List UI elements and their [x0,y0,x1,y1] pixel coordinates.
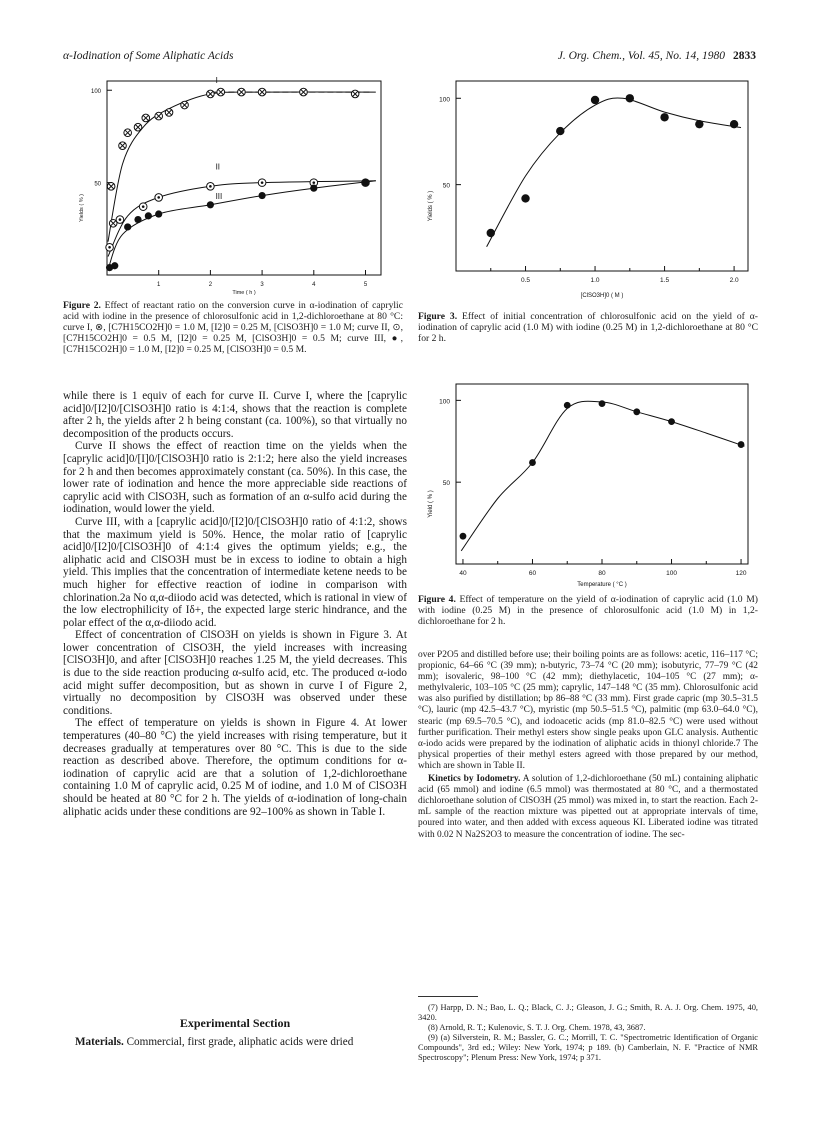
figure-2-caption [63,300,403,355]
x-tick-label: 4 [312,282,316,288]
data-point [668,418,675,425]
data-point [300,88,308,96]
plot-frame [456,81,748,271]
page-number: 2833 [733,50,756,62]
materials-paragraph [63,1036,407,1049]
right-body-column [418,650,758,841]
y-tick-label: 50 [442,480,450,488]
data-point [599,400,606,407]
x-tick-label: 3 [260,282,264,288]
reference-item: (8) Arnold, R. T.; Kulenovic, S. T. J. Org. Chem. 1978, 43, 3687. [428,1023,646,1032]
data-point [207,201,214,208]
figure-4-label: Figure 4. [418,594,456,605]
journal-citation: J. Org. Chem., Vol. 45, No. 14, 1980 [557,50,725,62]
x-tick-label: 1.0 [590,277,600,284]
running-header-journal [558,50,756,62]
data-point [660,113,668,121]
data-point [217,88,225,96]
body-paragraph: Effect of concentration of ClSO3H on yields is shown in Figure 3. At lower concentration of ClSO3H, the yield increases with increasing [ClSO3H]0, and after [ClSO3H]0 reaches 1.25 M, the yield decreases. This is due to the side reaction producing α-sulfo acid, etc. The produced α-iodo acid might suffer decomposition, but as shown in curve I of Figure 2, virtually no decomposition by ClSO3H was observed under these conditions. [63,629,407,717]
data-point [626,94,634,102]
data-point [738,441,745,448]
data-point [111,262,118,269]
figure-4-caption-text: Effect of temperature on the yield of α-iodination of caprylic acid (1.0 M) with iodine (0.25 M) in the presence of chlorosulfonic acid (1.0 M) in 1,2-dichloroethane for 2 h. [418,594,758,627]
body-paragraph: while there is 1 equiv of each for curve II. Curve I, where the [caprylic acid]0/[I2]0/[ClSO3H]0 ratio is 4:1:4, shows that the reaction is complete after 2 h, the yields after 2 h being constant (ca. 100%), so that virtually no decomposition of the products occurs. [63,390,407,440]
running-header-title: α-Iodination of Some Aliphatic Acids [63,50,234,62]
data-point [116,216,124,224]
figure-3-caption-text: Effect of initial concentration of chlorosulfonic acid on the yield of α-iodination of caprylic acid (1.0 M) with iodine (0.25 M) in 1,2-dichloroethane at 80 °C for 2 h. [418,311,758,344]
figure-3-caption [418,311,758,344]
figure-4-chart [418,380,758,592]
data-point [695,120,703,128]
x-tick-label: 60 [528,570,537,577]
x-tick-label: 2.0 [729,277,739,284]
x-axis-label: Temperature ( °C ) [577,582,627,588]
x-axis-label: Time ( h ) [232,290,256,296]
kinetics-paragraph [418,774,758,841]
x-tick-label: 2 [208,282,213,288]
y-tick-label: 100 [439,398,450,406]
reference-list [418,1003,758,1063]
data-point [351,90,359,98]
data-point [591,96,599,104]
y-tick-label: 100 [439,96,450,104]
data-point [310,185,317,192]
data-point [564,402,571,409]
data-point [181,101,189,109]
figure-4-caption [418,594,758,627]
kinetics-label: Kinetics by Iodometry. [428,774,521,785]
x-axis-label: [ClSO3H]0 ( M ) [580,293,624,299]
x-tick-label: 40 [459,570,467,577]
plot-frame [107,81,381,275]
data-point [258,192,265,199]
data-point [134,216,141,223]
reference-item: (7) Harpp, D. N.; Bao, L. Q.; Black, C. J.; Gleason, J. G.; Smith, R. A. J. Org. Chem. 1975, 40, 3420. [418,1003,758,1022]
body-paragraph: Curve II shows the effect of reaction time on the yields when the [caprylic acid]0/[I]0/[ClSO3H]0 ratio is 2:1:2; here also the yield increases for 2 h and then becomes approximately constant (ca. 50%). In this case, the lower rate of iodination and hence the more appreciable side reactions of caprylic acid with ClSO3H, such as formation of an α-sulfo acid during the iodination, would lower the yield. [63,440,407,516]
body-paragraph: The effect of temperature on yields is shown in Figure 4. At lower temperatures (40–80 °C) the yield increases with rising temperature, but it decreases gradually at temperatures over 80 °C. This is due to the side reaction as described above. Therefore, the optimum conditions for α-iodination of caprylic acid are that a solution of 1,2-dichloroethane containing 1.0 M of caprylic acid, 0.25 M of iodine, and 1.0 M of ClSO3H should be heated at 80 °C for 2 h. The yields of α-iodination of long-chain aliphatic acids under these conditions are 92–100% as shown in Table I. [63,717,407,818]
x-tick-label: 100 [666,570,677,577]
curve-label: II [215,162,221,172]
left-body-column [63,390,407,818]
data-point [556,127,564,135]
kinetics-text: A solution of 1,2-dichloroethane (50 mL) containing aliphatic acid (65 mmol) and iodine (6.5 mmol) was thermostated at 80 °C, and a thermostated dichloroethane solution of ClSO3H (25 mmol) was mixed in, to start the reaction. Each 2-mL sample of the reaction mixture was pipetted out at appropriate intervals of time, poured into water, and then added with excess aqueous KI. Liberated iodine was titrated with 0.02 N Na2S2O3 to measure the concentration of iodine. The sec- [418,774,759,840]
data-point [124,223,131,230]
data-point [165,109,173,117]
y-axis-label: Yield ( % ) [428,490,434,518]
x-tick-label: 1.5 [660,277,670,284]
curve-3 [108,181,376,270]
figure-2-chart [63,75,393,297]
data-point [124,129,132,137]
x-tick-label: 0.5 [521,277,531,284]
data-point [155,210,162,217]
data-point [633,408,640,415]
data-point [529,459,536,466]
y-tick-label: 50 [442,182,450,190]
data-point [145,212,152,219]
y-axis-label: Yields ( % ) [428,190,434,222]
footnote-rule [418,996,478,997]
data-point [119,142,127,150]
data-point [142,114,150,122]
figure-3-label: Figure 3. [418,311,458,322]
data-point [487,229,495,237]
data-point [155,112,163,120]
y-tick-label: 50 [94,181,101,188]
y-tick-label: 100 [90,89,101,96]
plot-frame [456,384,748,564]
materials-text: Commercial, first grade, aliphatic acids were dried [126,1036,354,1048]
materials-label: Materials. [75,1036,124,1048]
data-point [362,179,369,186]
data-point [107,183,115,191]
data-point [207,90,215,98]
data-point [106,243,114,251]
fit-curve [487,98,741,247]
x-tick-label: 120 [735,570,747,577]
data-point [207,183,215,191]
curve-label: III [215,192,223,202]
figure-2-label: Figure 2. [63,300,101,311]
data-point [258,88,266,96]
curve-label: I [215,75,218,85]
fit-curve [461,401,744,551]
data-point [155,194,163,202]
data-point [521,194,529,202]
data-point [238,88,246,96]
section-title: Experimental Section [179,1016,291,1030]
data-point [460,533,467,540]
y-axis-label: Yields ( % ) [79,194,85,222]
body-paragraph: Curve III, with a [caprylic acid]0/[I2]0/[ClSO3H]0 ratio of 4:1:2, shows that the maximum yield is 50%. Hence, the molar ratio of [caprylic acid]0/[I2]0/[ClSO3H]0 of 4:1:4 gives the optimum yields; e.g., the aliphatic acid and ClSO3H must be in excess to iodine to obtain a high yield. This implies that the concentration of intermediate ketene needs to be much higher for effective reaction of iodine in comparison with chlorination.2a No α,α-diiodo acid was detected, which is rational in view of the low electrophilicity of Iδ+, the expected large steric hindrance, and the polar effect of the α,α-diiodo acid. [63,515,407,629]
figure-2-caption-text: Effect of reactant ratio on the conversion curve in α-iodination of caprylic acid with iodine in the presence of chlorosulfonic acid in 1,2-dichloroethane at 80 °C: curve I, ⊗, [C7H15CO2H]0 = 1.0 M, [I2]0 = 0.25 M, [ClSO3H]0 = 1.0 M; curve II, ⊙, [C7H15CO2H]0 = 0.5 M, [I2]0 = 0.25 M, [ClSO3H]0 = 0.5 M; curve III, ●, [C7H15CO2H]0 = 1.0 M, [I2]0 = 0.25 M, [ClSO3H]0 = 0.5 M. [63,300,403,355]
figure-3-chart [418,75,758,307]
x-tick-label: 80 [598,570,606,577]
data-point [730,120,738,128]
x-tick-label: 1 [157,282,161,288]
data-point [134,123,142,131]
reference-item: (9) (a) Silverstein, R. M.; Bassler, G. C.; Morrill, T. C. "Spectrometric Identification of Organic Compounds", 3rd ed.; Wiley: New York, 1974; p 189. (b) Camberlain, N. F. "Practice of NMR Spectroscopy"; Plenum Press: New York, 1974; p 371. [418,1033,758,1062]
data-point [139,203,147,211]
x-tick-label: 5 [363,282,368,288]
data-point [258,179,266,187]
body-paragraph: over P2O5 and distilled before use; their boiling points are as follows: acetic, 116–117 °C; propionic, 64–66 °C (39 mm); n-butyric, 73–74 °C (20 mm); isobutyric, 77–79 °C (42 mm); isovaleric, 98–100 °C (42 mm); diethylacetic, 104–105 °C (27 mm); α-methylvaleric, 103–105 °C (25 mm); caprylic, 147–148 °C (35 mm). Chlorosulfonic acid was also purified by distillation; bp 86–88 °C (33 mm). First grade capric (mp 30.5–31.5 °C), lauric (mp 42.5–43.7 °C), myristic (mp 50.5–51.5 °C), palmitic (mp 63.0–64.0 °C), stearic (mp 69.5–70.5 °C), and iodoacetic acids (mp 81.0–82.5 °C) were used without further purification. Their methyl esters show single peaks upon GLC analysis. Authentic α-iodo acids were prepared by the iodination of aliphatic acids in thionyl chloride.7 The physical properties of their methyl esters agreed with those prepared by our method, which are shown in Table II. [418,650,758,771]
